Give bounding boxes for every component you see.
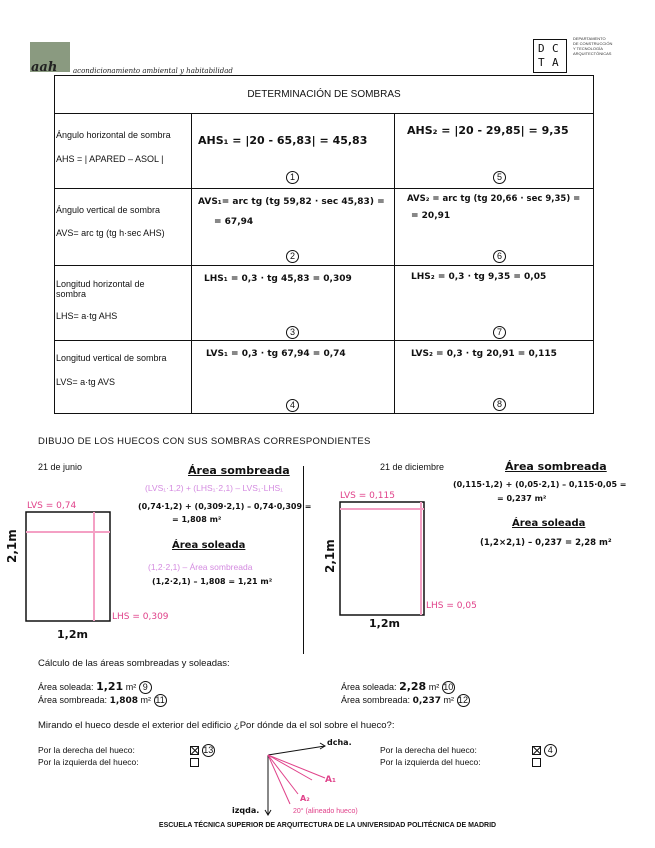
row-cell-1 — [192, 266, 395, 341]
calc-number: 6 — [493, 250, 506, 263]
axis-right — [268, 746, 325, 755]
aah-subtitle: acondicionamiento ambiental y habitabilidad — [73, 67, 233, 75]
right-date: 21 de diciembre — [380, 462, 445, 472]
derecha-num: 4 — [544, 744, 557, 757]
calc-text: = 67,94 — [214, 217, 254, 227]
a3-label: 20° (alineado hueco) — [293, 808, 358, 815]
izquierda-checkbox[interactable] — [190, 758, 199, 767]
drawing-title: DIBUJO DE LOS HUECOS CON SUS SOMBRAS CORRESPONDIENTES — [38, 436, 371, 447]
row-cell-1 — [192, 114, 395, 189]
dcta-caption-line: Y TECNOLOGÍA — [573, 46, 603, 51]
sombreada-value: 1,808 — [109, 696, 139, 706]
derecha-num: 13 — [203, 745, 214, 755]
left-soleada-calc: (1,2·2,1) – 1,808 = 1,21 m² — [152, 577, 273, 586]
table-title: DETERMINACIÓN DE SOMBRAS — [247, 89, 401, 100]
soleada-num: 9 — [139, 681, 152, 694]
dcta-letter: A — [552, 56, 559, 69]
left-date: 21 de junio — [38, 462, 83, 472]
sombreada-num: 11 — [155, 695, 165, 705]
dcta-caption — [573, 36, 612, 56]
right-area-sombreada-title: Área sombreada — [505, 460, 607, 473]
right-soleada-row — [341, 680, 470, 694]
soleada-unit: m² — [428, 682, 440, 692]
row-label-cell — [55, 341, 192, 414]
right-area-soleada-title: Área soleada — [512, 518, 586, 529]
calc-text: LHS₂ = 0,3 · tg 9,35 = 0,05 — [411, 272, 547, 282]
sombreada-label: Área sombreada: — [341, 695, 411, 705]
izqda-label: izqda. — [232, 806, 260, 815]
row-formula: AHS = | APARED – ASOL | — [56, 154, 164, 164]
footer-text: ESCUELA TÉCNICA SUPERIOR DE ARQUITECTURA DE LA UNIVERSIDAD POLITÉCNICA DE MADRID — [158, 822, 497, 829]
window-rect — [26, 512, 110, 621]
calc-text: LVS₂ = 0,3 · tg 20,91 = 0,115 — [411, 349, 557, 359]
calc-text: = 20,91 — [411, 211, 451, 221]
sombreada-unit: m² — [140, 695, 152, 705]
lvs-label: LVS = 0,74 — [27, 501, 77, 511]
left-areas — [38, 680, 167, 708]
dcta-logo — [533, 39, 567, 73]
row-label: Longitud horizontal de sombra — [56, 279, 145, 299]
right-sombreada-calc: (0,115·1,2) + (0,05·2,1) – 0,115·0,05 = — [453, 480, 627, 489]
lhs-label: LHS = 0,309 — [112, 612, 169, 622]
right-sombreada-result: = 0,237 m² — [497, 494, 547, 503]
sombreada-num: 12 — [458, 695, 469, 705]
row-formula: LHS= a·tg AHS — [56, 311, 118, 321]
derecha-checkbox[interactable] — [532, 746, 541, 755]
row-cell-2 — [395, 341, 594, 414]
sombreada-label: Área sombreada: — [38, 695, 108, 705]
calc-number: 5 — [493, 171, 506, 184]
left-soleada-row — [38, 680, 167, 694]
aah-logo-text: aah — [31, 60, 58, 75]
left-sombreada-result: = 1,808 m² — [172, 515, 222, 524]
calc-text: LHS₁ = 0,3 · tg 45,83 = 0,309 — [204, 274, 352, 284]
soleada-value: 1,21 — [96, 680, 124, 693]
calc-number: 2 — [286, 250, 299, 263]
calc-number: 3 — [286, 326, 299, 339]
lvs-label: LVS = 0,115 — [340, 491, 395, 501]
a1-label: A₁ — [325, 775, 336, 785]
row-label: Ángulo vertical de sombra — [56, 205, 161, 215]
width-label: 1,2m — [57, 628, 88, 641]
soleada-label: Área soleada: — [38, 682, 94, 692]
option-label: Por la izquierda del hueco: — [380, 757, 481, 767]
calc-text: AHS₁ = |20 - 65,83| = 45,83 — [198, 134, 368, 147]
row-label: Longitud vertical de sombra — [56, 353, 167, 363]
calc-number: 1 — [286, 171, 299, 184]
left-area-soleada-title: Área soleada — [172, 540, 246, 551]
left-sombreada-row — [38, 694, 167, 708]
option-izquierda — [38, 757, 215, 768]
option-label: Por la derecha del hueco: — [38, 745, 135, 755]
calc-text: AVS₁= arc tg (tg 59,82 · sec 45,83) = — [198, 197, 385, 207]
dcta-caption-line: DE CONSTRUCCIÓN — [573, 41, 613, 46]
dcta-letter: D — [538, 42, 545, 55]
right-soleada-calc: (1,2×2,1) – 0,237 = 2,28 m² — [480, 538, 612, 548]
option-derecha — [380, 744, 557, 757]
left-question-options — [38, 744, 215, 768]
calc-number: 4 — [286, 399, 299, 412]
dcta-caption-line: ARQUITECTÓNICAS — [573, 51, 612, 56]
sun-ray — [268, 755, 312, 780]
window-rect — [340, 502, 424, 615]
option-derecha — [38, 744, 215, 757]
soleada-num: 10 — [443, 682, 454, 692]
left-soleada-formula: (1,2·2,1) – Área sombreada — [148, 562, 253, 572]
calc-number: 7 — [493, 326, 506, 339]
dcha-label: dcha. — [327, 738, 352, 747]
left-sombreada-calc: (0,74·1,2) + (0,309·2,1) – 0,74·0,309 = — [138, 502, 312, 511]
dcta-letter: T — [538, 56, 545, 69]
row-label-cell — [55, 114, 192, 189]
width-label: 1,2m — [369, 617, 400, 630]
dcta-letter: C — [552, 42, 559, 55]
soleada-label: Área soleada: — [341, 682, 397, 692]
row-cell-2 — [395, 114, 594, 189]
height-label: 2,1m — [5, 529, 19, 563]
izquierda-checkbox[interactable] — [532, 758, 541, 767]
row-label-cell — [55, 189, 192, 266]
row-label-cell — [55, 266, 192, 341]
a2-label: A₂ — [300, 794, 310, 803]
lhs-label: LHS = 0,05 — [426, 601, 477, 611]
derecha-checkbox[interactable] — [190, 746, 199, 755]
option-izquierda — [380, 757, 557, 768]
divider-line — [303, 466, 304, 654]
row-formula: LVS= a·tg AVS — [56, 377, 115, 387]
sombreada-unit: m² — [443, 695, 455, 705]
row-cell-2 — [395, 266, 594, 341]
height-label: 2,1m — [323, 539, 337, 573]
soleada-value: 2,28 — [399, 680, 427, 693]
right-window-diagram — [320, 490, 440, 630]
option-label: Por la izquierda del hueco: — [38, 757, 139, 767]
soleada-unit: m² — [125, 682, 137, 692]
right-areas — [341, 680, 470, 708]
row-label: Ángulo horizontal de sombra — [56, 130, 171, 140]
table-title-cell — [55, 76, 594, 114]
calc-text: LVS₁ = 0,3 · tg 67,94 = 0,74 — [206, 349, 346, 359]
calc-text: AHS₂ = |20 - 29,85| = 9,35 — [407, 124, 569, 137]
calc-text: AVS₂ = arc tg (tg 20,66 · sec 9,35) = — [407, 194, 581, 204]
dcta-caption-line: DEPARTAMENTO — [573, 36, 606, 41]
question-text: Mirando el hueco desde el exterior del edificio ¿Por dónde da el sol sobre el hueco?: — [38, 720, 395, 731]
calc-number: 8 — [493, 398, 506, 411]
row-cell-1 — [192, 341, 395, 414]
right-sombreada-row — [341, 694, 470, 708]
row-cell-2 — [395, 189, 594, 266]
left-area-sombreada-title: Área sombreada — [188, 464, 290, 477]
right-question-options — [380, 744, 557, 768]
option-label: Por la derecha del hueco: — [380, 745, 477, 755]
row-cell-1 — [192, 189, 395, 266]
areas-title: Cálculo de las áreas sombreadas y soleadas: — [38, 658, 230, 669]
shadow-table — [54, 75, 594, 414]
row-formula: AVS= arc tg (tg h·sec AHS) — [56, 228, 165, 238]
sombreada-value: 0,237 — [412, 696, 442, 706]
left-sombreada-formula: (LVS₁·1,2) + (LHS₁·2,1) – LVS₁·LHS₁ — [145, 483, 283, 493]
